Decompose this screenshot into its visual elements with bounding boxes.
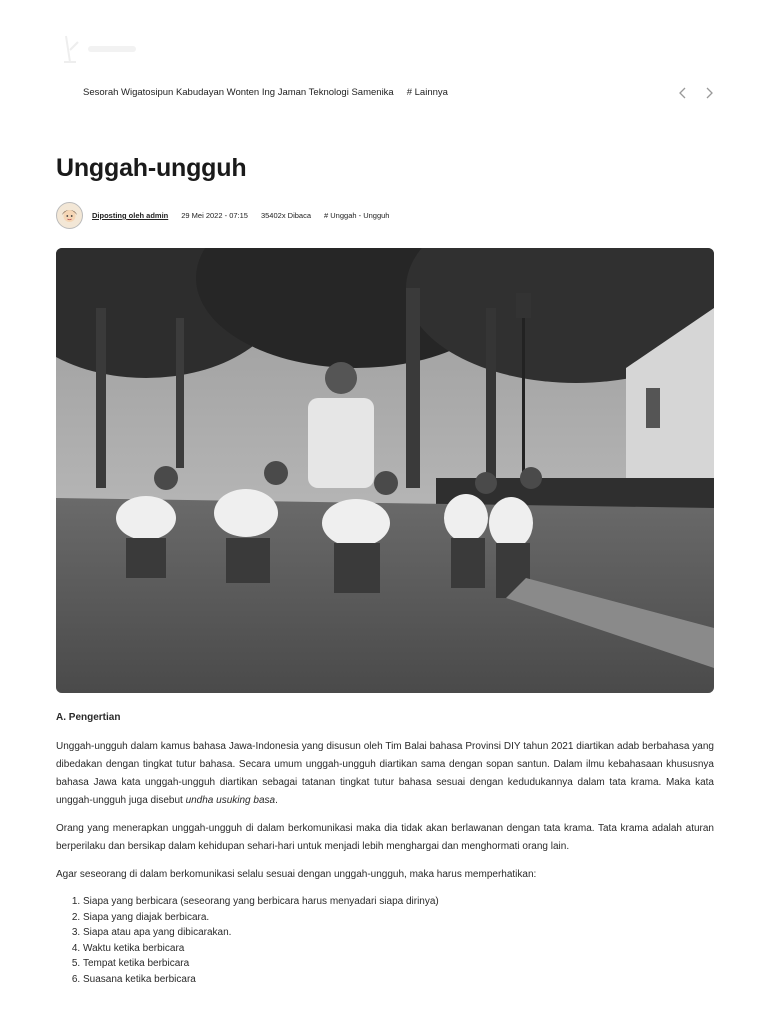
list-item: 4. Waktu ketika berbicara [83, 941, 714, 957]
paragraph-list-intro: Agar seseorang di dalam berkomunikasi selalu sesuai dengan unggah-ungguh, maka harus memperhatikan: [56, 869, 537, 880]
nav-arrows [676, 86, 716, 100]
considerations-list [56, 894, 714, 987]
nav-link-lainnya[interactable]: # Lainnya [406, 87, 448, 98]
chevron-right-icon[interactable] [702, 86, 716, 100]
section-heading: A. Pengertian [56, 712, 121, 723]
top-nav [83, 87, 448, 98]
post-date: 29 Mei 2022 - 07:15 [181, 211, 248, 220]
article-body [56, 709, 714, 987]
chevron-left-icon[interactable] [676, 86, 690, 100]
paragraph-tata-krama: Orang yang menerapkan unggah-ungguh di dalam berkomunikasi maka dia tidak akan berlawanan dengan tata krama. Tata krama adalah aturan berperilaku dan bersikap dalam kehidupan sehari-hari untuk menjadi lebih menghargai dan menghormati orang lain. [56, 823, 714, 852]
list-item: 3. Siapa atau apa yang dibicarakan. [83, 925, 714, 941]
page-title: Unggah-ungguh [56, 154, 247, 182]
paragraph-definition: Unggah-ungguh dalam kamus bahasa Jawa-Indonesia yang disusun oleh Tim Balai bahasa Provinsi DIY tahun 2021 diartikan adab berbahasa yang dibedakan dengan tingkat tutur bahasa. Secara umum unggah-ungguh diartikan sama dengan sopan santun. Dalam ilmu kebahasaan khususnya bahasa Jawa kata unggah-ungguh diartikan sebagai tatanan tingkat tutur bahasa sesuai dengan kedudukannya dalam tata krama. Maka kata unggah-ungguh juga disebut undha usuking basa. [56, 741, 714, 806]
list-item: 5. Tempat ketika berbicara [83, 956, 714, 972]
article-meta [56, 202, 389, 229]
nav-link-related-article[interactable]: Sesorah Wigatosipun Kabudayan Wonten Ing Jaman Teknologi Samenika [83, 87, 394, 98]
tag-link[interactable]: # Unggah - Ungguh [324, 211, 390, 220]
list-item: 1. Siapa yang berbicara (seseorang yang berbicara harus menyadari siapa dirinya) [83, 894, 714, 910]
avatar[interactable] [56, 202, 83, 229]
list-item: 2. Siapa yang diajak berbicara. [83, 910, 714, 926]
italic-term: undha usuking basa [185, 795, 276, 806]
list-item: 6. Suasana ketika berbicara [83, 972, 714, 988]
site-logo[interactable] [58, 32, 148, 68]
read-count: 35402x Dibaca [260, 211, 312, 220]
hero-image [56, 248, 714, 693]
author-link[interactable]: Diposting oleh admin [92, 211, 169, 220]
